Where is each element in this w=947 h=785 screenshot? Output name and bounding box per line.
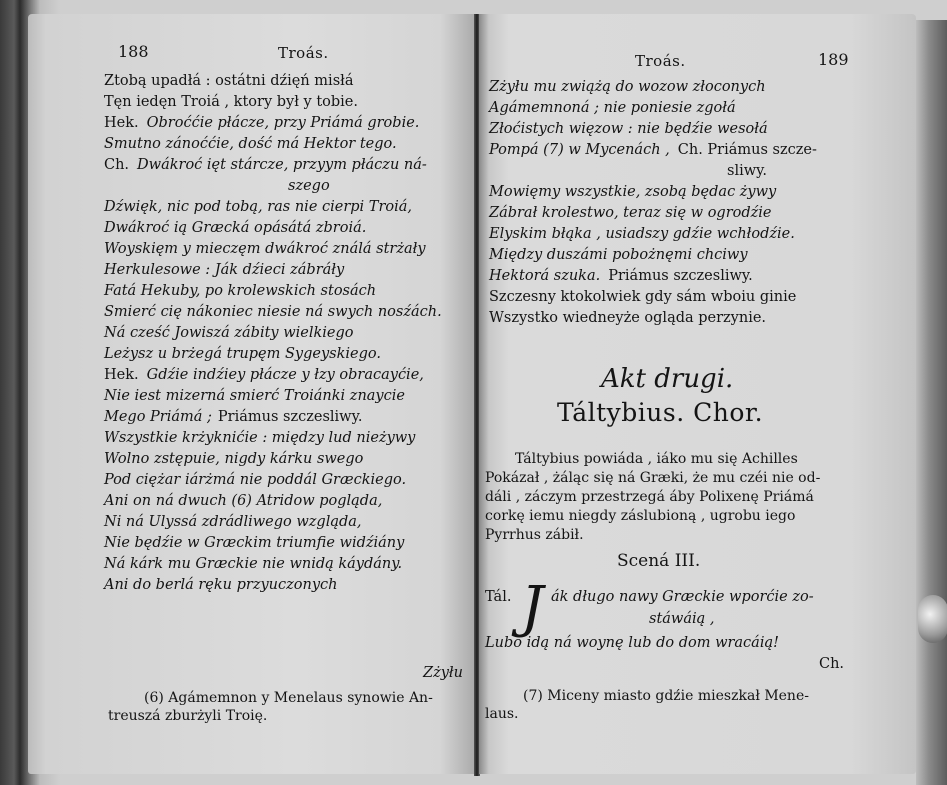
verse-line-left [104,198,412,216]
verse-line-left [104,303,442,321]
argument-line: Táltybius powiáda , iáko mu się Achilles [515,451,798,467]
verse-line-right [489,99,736,117]
verse-text: szego [288,178,330,194]
speaker-label: Ch. [104,157,130,173]
verse-line-left [104,156,427,174]
verse-text: Smutno zánoććie, dość má Hektor tego. [104,136,397,152]
verse-text: Ani do berlá ręku przyuczonych [104,577,338,593]
stage-direction: Szczesny ktokolwiek gdy sám wboiu ginie [489,289,797,305]
verse-text: Mego Priámá ; [104,409,212,425]
verse-text: Wolno zstępuie, nigdy kárku swego [104,451,364,467]
verse-line-left [104,324,354,342]
verse-line-right [489,78,766,96]
verse-text: Zábrał krolestwo, teraz się w ogrodźie [489,205,772,221]
page-clip [918,595,947,643]
stage-direction: Ch. Priámus szcze- [677,142,817,158]
scene-title: Scená III. [617,551,701,571]
verse-text: Dwákroć ią Græcká opásátá zbroiá. [104,220,367,236]
verse-line-right [489,267,753,285]
verse-text: Ná cześć Jowiszá zábity wielkiego [104,325,354,341]
verse-line-right [727,162,767,180]
verse-text: Woyskięm y mieczęm dwákroć ználá strżały [104,241,426,257]
right-page [479,14,916,774]
verse-text: Mowięmy wszystkie, zsobą będac żywy [489,184,777,200]
speaker-label: Hek. [104,367,139,383]
stage-direction: Wszystko wiedneyże ogląda perzynie. [489,310,767,326]
page-number-right: 189 [818,50,849,69]
verse-text: Gdźie indźiey płácze y łzy obracayćie, [146,367,424,383]
scene-line-3: Lubo idą ná woynę lub do dom wracáią! [485,635,779,651]
verse-line-left [104,345,381,363]
verse-line-right [489,288,796,306]
verse-text: Złoćistych więzow : nie będźie wesołá [489,121,768,137]
verse-line-left [104,240,426,258]
verse-line-right [489,120,768,138]
verse-line-right [489,183,776,201]
argument-line: dáli , záczym przestrzegá áby Polixenę Priámá [485,489,814,505]
verse-line-left [104,471,406,489]
verse-line-left [104,450,363,468]
verse-text: Herkulesowe : Ják dźieci zábráły [104,262,345,278]
verse-text: Pod ciężar iárżmá nie poddál Græckiego. [104,472,407,488]
verse-line-left [104,492,382,510]
speaker-label: Tál. [485,589,512,605]
stage-direction: Priámus szczesliwy. [217,409,363,425]
verse-line-right [489,141,817,159]
page-number-left: 188 [118,42,149,61]
verse-line-left [104,366,424,384]
verse-line-left [104,429,415,447]
verse-text: Wszystkie krżyknićie : między lud nieżywy [104,430,416,446]
verse-text: Obroććie płácze, przy Priámá grobie. [146,115,420,131]
act-title: Akt drugi. [601,364,734,394]
scene-line-1: ák długo nawy Græckie wporćie zo- [551,589,814,605]
verse-line-left [104,219,366,237]
stage-direction: sliwy. [727,163,768,179]
verse-line-left [104,576,337,594]
stage-direction: Priámus szczesliwy. [608,268,753,284]
footnote-right-line2: laus. [485,706,519,722]
verse-text: Agámemnoná ; nie poniesie zgołá [489,100,736,116]
verse-line-left [104,93,358,111]
verse-text: Pompá (7) w Mycenách , [489,142,670,158]
verse-text: Ztobą upadłá : ostátni dźięń misłá [104,73,354,89]
verse-text: Dźwięk, nic pod tobą, ras nie cierpi Troiá, [104,199,413,215]
verse-text: Ni ná Ulyssá zdrádliwego wzgląda, [104,514,362,530]
verse-text: Hektorá szuka. [489,268,601,284]
footnote-left-line1: (6) Agámemnon y Menelaus synowie An- [144,690,433,706]
verse-text: Smierć cię nákoniec niesie ná swych nosźách. [104,304,442,320]
verse-line-left [104,72,353,90]
speaker-label: Hek. [104,115,139,131]
footnote-left-line2: treuszá zburżyli Troię. [108,708,268,724]
verse-text: Dwákroć ięt stárcze, przyym płáczu ná- [137,157,427,173]
verse-line-left [104,114,419,132]
verse-line-left [104,261,344,279]
drop-cap: J [521,575,544,640]
verse-text: Leżysz u brżegá trupęm Sygeyskiego. [104,346,381,362]
argument-line: corkę iemu niegdy záslubioną , ugrobu iego [485,508,796,524]
verse-line-left [104,408,362,426]
verse-line-left [104,282,376,300]
argument-line: Pokázał , żáląc się ná Græki, że mu czéi nie od- [485,470,821,486]
verse-line-left [104,534,404,552]
verse-text: Nie iest mizerná smierć Troiánki znaycie [104,388,405,404]
scene-line-2: stáwáią , [649,611,715,627]
verse-line-left [104,555,402,573]
verse-line-left [288,177,330,195]
verse-line-left [104,135,397,153]
running-head-left: Troás. [278,44,329,62]
verse-line-right [489,204,772,222]
catchword-right: Ch. [819,656,845,672]
verse-text: Między duszámi pobożnęmi chciwy [489,247,748,263]
verse-text: Ná kárk mu Græckie nie wnidą káydány. [104,556,403,572]
verse-line-right [489,225,795,243]
verse-line-right [489,246,748,264]
argument-line: Pyrrhus zábił. [485,527,584,543]
running-head-right: Troás. [635,52,686,70]
verse-text: Fatá Hekuby, po krolewskich stosách [104,283,377,299]
verse-text: Zżyłu mu zwiążą do wozow złoconych [489,79,766,95]
verse-line-left [104,387,405,405]
verse-text: Elyskim błąka , usiadszy gdźie wchłodźie. [489,226,795,242]
left-page [28,14,476,774]
verse-line-right [489,309,766,327]
book-edge [916,20,947,785]
catchword-left: Zżyłu [423,665,463,681]
act-subtitle: Táltybius. Chor. [557,398,764,427]
verse-text: Nie będźie w Græckim triumfie widźiány [104,535,405,551]
footnote-right-line1: (7) Miceny miasto gdźie mieszkał Mene- [523,688,809,704]
verse-text: Tęn iedęn Troiá , ktory był y tobie. [104,94,358,110]
verse-text: Ani on ná dwuch (6) Atridow pogląda, [104,493,383,509]
verse-line-left [104,513,362,531]
